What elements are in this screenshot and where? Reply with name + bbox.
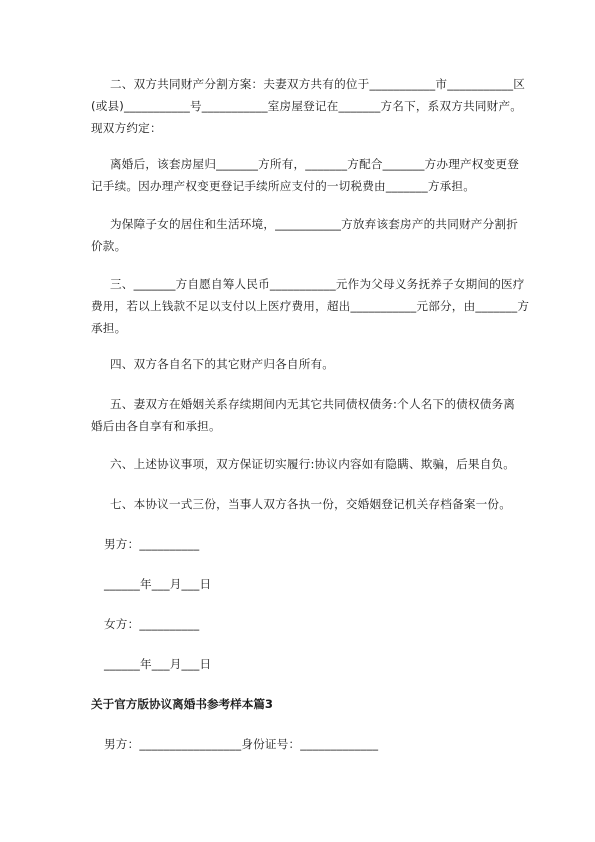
section-title: 关于官方版协议离婚书参考样本篇3 — [91, 697, 273, 711]
children-housing-line-2: 价款。 — [91, 239, 127, 253]
house-allocation-line-2: 记手续。因办理产权变更登记手续所应支付的一切税费由_______方承担。 — [91, 179, 475, 193]
clause-4: 四、双方各自名下的其它财产归各自所有。 — [110, 357, 335, 371]
clause-3-line-2: 费用，若以上钱款不足以支付以上医疗费用，超出___________元部分，由_______方 — [91, 299, 530, 313]
clause-2-line-1: 二、双方共同财产分割方案：夫妻双方共有的位于___________市___________区 — [110, 77, 525, 91]
clause-5-line-1: 五、妻双方在婚姻关系存续期间内无其它共同债权债务:个人名下的债权债务离 — [110, 397, 516, 411]
clause-3-line-1: 三、_______方自愿自筹人民币___________元作为父母义务抚养子女期间的医疗 — [110, 277, 525, 291]
male-signature-date: ______年___月___日 — [104, 577, 212, 591]
clause-6: 六、上述协议事项，双方保证切实履行:协议内容如有隐瞒、欺骗，后果自负。 — [110, 457, 516, 471]
female-signature-label: 女方：__________ — [104, 617, 200, 631]
female-signature-date: ______年___月___日 — [104, 657, 212, 671]
male-signature-label: 男方：__________ — [104, 537, 200, 551]
clause-3-line-3: 承担。 — [91, 321, 127, 335]
clause-2-line-2: (或县)___________号___________室房屋登记在_______方名下，系双方共同财产。 — [91, 99, 523, 113]
male-id-line: 男方：_________________身份证号：_____________ — [104, 737, 379, 751]
clause-5-line-2: 婚后由各自享有和承担。 — [91, 419, 221, 433]
children-housing-line-1: 为保障子女的居住和生活环境，___________方放弃该套房产的共同财产分割折 — [110, 217, 518, 231]
clause-7: 七、本协议一式三份，当事人双方各执一份，交婚姻登记机关存档备案一份。 — [110, 497, 511, 511]
house-allocation-line-1: 离婚后，该套房屋归_______方所有，_______方配合_______方办理产权变更登 — [110, 157, 519, 171]
clause-2-line-3: 现双方约定： — [91, 121, 162, 135]
